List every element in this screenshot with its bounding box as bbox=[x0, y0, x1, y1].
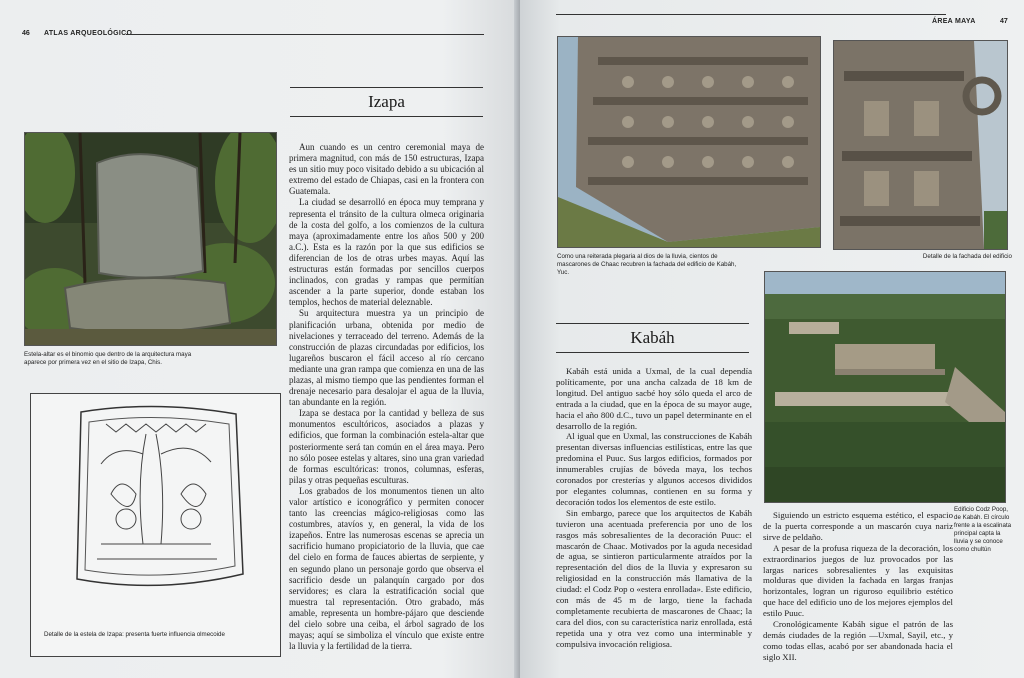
izapa-title: Izapa bbox=[290, 87, 483, 117]
kabah-paragraph-5: A pesar de la profusa riqueza de la decoración, los extraordinarios juegos de luz provocados por las largas narices sobresalientes y las exquisitas molduras que dividen la fachada en largas franjas horizontales, logran un riguroso equilibrio estético que hace del edificio uno de los mejores ejemplos del estilo Puuc. bbox=[763, 542, 953, 619]
kabah-paragraph-4: Siguiendo un estricto esquema estético, el espacio de la puerta corresponde a un mascarón cuya nariz sirve de peldaño. bbox=[763, 510, 953, 542]
stela-altar-photo bbox=[24, 132, 277, 346]
stela-altar-image bbox=[25, 133, 276, 345]
kabah-facade-photo bbox=[557, 36, 821, 248]
facade-detail-image bbox=[834, 41, 1007, 249]
right-header-rule bbox=[556, 14, 946, 15]
kabah-text-column-2 bbox=[763, 510, 953, 663]
right-page bbox=[520, 0, 1024, 678]
izapa-text-column bbox=[289, 142, 484, 652]
izapa-paragraph-2: La ciudad se desarrolló en época muy temprana y representa el tránsito de la cultura olmeca originaria de la costa del golfo, a los comienzos de la cultura maya (aproximadamente entre los años 500 y 200 a.C.). Esta es la razón por la que sus edificios se diferencian de los de otras urbes mayas. Aquí las estructuras están formadas por sencillos cuerpos inclinados, con gradas y rampas que permitían ascender a la parte superior, donde estaban los templos, hechos de material deleznable. bbox=[289, 197, 484, 308]
detail-photo-caption: Detalle de la fachada del edificio bbox=[922, 253, 1012, 260]
kabah-title: Kabáh bbox=[556, 323, 749, 353]
right-page-number: 47 bbox=[1000, 18, 1008, 25]
stela-drawing-frame bbox=[30, 393, 281, 657]
left-page-number: 46 bbox=[22, 30, 30, 37]
kabah-facade-image bbox=[558, 37, 820, 247]
left-running-head: ATLAS ARQUEOLÓGICO bbox=[44, 30, 133, 37]
codz-poop-aerial-image bbox=[765, 272, 1005, 502]
kabah-paragraph-1: Kabáh está unida a Uxmal, de la cual dependía políticamente, por una ancha calzada de 18 km de longitud. Del antiguo sacbé hoy sólo queda el arco de entrada a la ciudad, que en la época de su mayor auge, hacia el año 800 d.C., tuvo un papel determinante en el desarrollo de la región. bbox=[556, 366, 752, 431]
right-running-head: ÁREA MAYA bbox=[932, 18, 976, 25]
stela-photo-caption: Estela-altar es el binomio que dentro de la arquitectura maya aparece por primera vez en el sitio de Izapa, Chis. bbox=[24, 351, 192, 366]
codz-poop-aerial-photo bbox=[764, 271, 1006, 503]
izapa-paragraph-1: Aun cuando es un centro ceremonial maya de primera magnitud, con más de 150 estructuras, Izapa es un sitio muy poco visitado debido a su ubicación al extremo del estado de Chiapas, casi en la frontera con Guatemala. bbox=[289, 142, 484, 197]
izapa-paragraph-4: Izapa se destaca por la cantidad y belleza de sus monumentos escultóricos, asociados a plazas y edificios, que forman la combinación estela-altar que posteriormente será tan común en el área maya. Pero no sólo posee estelas y altares, sino una gran variedad de formas escultóricas: tronos, columnas, esferas, pilas y otras pequeñas esculturas. bbox=[289, 408, 484, 485]
kabah-text-column-1 bbox=[556, 366, 752, 650]
izapa-paragraph-5: Los grabados de los monumentos tienen un alto valor artístico e iconográfico y permiten conocer tanto las creencias mágico-religiosas como las costumbres, atavíos y, en general, la vida de los izapeños. Entre las numerosas escenas se aprecia un sacrificio humano propiciatorio de la lluvia, que cae del cielo en forma de fauces abiertas de serpiente, y en segundo plano un personaje gordo que observa el sacrificio desde un palanquín cargado por dos servidores; es clara la estratificación social que muestra tal representación. Otro grabado, más amable, representa un hombre-pájaro que desciende del cielo sobre una ceiba, el árbol sagrado de los mayas; aquí se simboliza el vínculo que existe entre la lluvia y la fertilidad de la tierra. bbox=[289, 485, 484, 652]
kabah-paragraph-6: Cronológicamente Kabáh sigue el patrón de las demás ciudades de la región —Uxmal, Sayil, etc., y como todas ellas, acabó por ser abandonada hacia el siglo XII. bbox=[763, 619, 953, 662]
kabah-paragraph-3: Sin embargo, parece que los arquitectos de Kabáh tuvieron una acentuada preferencia por uno de los rasgos más sobresalientes de la decoración Puuc: el mascarón de Chaac. Motivados por la aguda necesidad de agua, se sintieron particularmente atraídos por la representación del dios de la lluvia y expresaron su religiosidad en la construcción más llamativa de la ciudad: el Codz Pop o «estera enrollada». Este edificio, con más de 45 m de largo, tiene la fachada completamente recubierta de mascarones de Chaac; la cara del dios, con su característica nariz enrollada, está repetida una y otra vez como una interminable y compulsiva invocación religiosa. bbox=[556, 507, 752, 649]
facade-photo-caption: Como una reiterada plegaria al dios de la lluvia, cientos de mascarones de Chaac recubren la fachada del edificio de Kabáh, Yuc. bbox=[557, 253, 737, 276]
facade-detail-photo bbox=[833, 40, 1008, 250]
kabah-paragraph-2: Al igual que en Uxmal, las construcciones de Kabáh presentan diversas influencias estilísticas, entre las que predomina el Puuc. Sus largos edificios, formados por innumerables crujías de bóveda maya, los techos coronados por cresterías y algunos accesos divididos por elegantes columnas, contienen en su forma y decoración todos los elementos de este estilo. bbox=[556, 431, 752, 507]
izapa-paragraph-3: Su arquitectura muestra ya un principio de planificación urbana, obtenida por medio de nivelaciones y terraceado del terreno. Además de la construcción de plazas circundadas por edificios, los lugareños buscaron el fácil acceso al río cercano mediante una gran rampa que comienza en una de las plazas, al mismo tiempo que las pendientes forman el drenaje necesario para desalojar el agua de la lluvia, tan abundante en la región. bbox=[289, 308, 484, 408]
left-header-rule bbox=[126, 34, 484, 35]
stela-drawing-caption: Detalle de la estela de Izapa: presenta fuerte influencia olmecoide bbox=[44, 631, 225, 638]
stela-line-drawing bbox=[31, 394, 280, 629]
codz-poop-caption: Edificio Codz Poop, de Kabáh. El círculo frente a la escalinata principal capta la lluvia y se conoce como chultún bbox=[954, 506, 1012, 553]
